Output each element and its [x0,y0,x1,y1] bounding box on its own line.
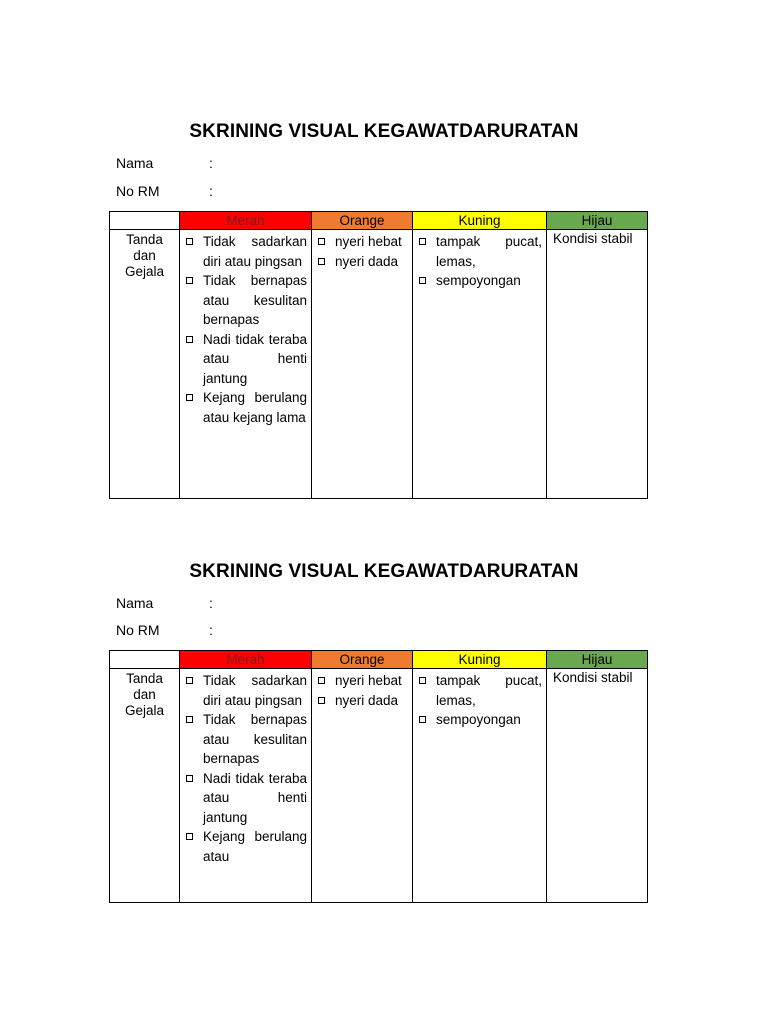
merah-item-text: Tidak sadarkan diri atau pingsan [203,673,307,708]
merah-item [184,232,307,271]
checkbox[interactable] [186,238,193,245]
kuning-item [417,710,542,730]
header-hijau: Hijau [547,212,648,230]
merah-item [184,330,307,389]
merah-item [184,827,307,866]
merah-item-text: Tidak bernapas atau kesulitan bernapas [203,273,307,327]
merah-item-text: Tidak bernapas atau kesulitan bernapas [203,712,307,766]
kuning-cell [413,230,547,499]
form-title: SKRINING VISUAL KEGAWATDARURATAN [189,561,579,582]
merah-item-text: Nadi tidak teraba atau henti jantung [203,331,307,386]
merah-item [184,769,307,828]
orange-cell [312,230,413,499]
header-kuning: Kuning [413,212,547,230]
checkbox[interactable] [419,716,426,723]
kuning-cell [413,669,547,903]
nama-colon: : [209,155,213,171]
norm-label: No RM [116,622,160,638]
row-label-line: dan [133,248,156,263]
kuning-item [417,671,542,710]
triage-table [109,650,648,903]
orange-item-text: nyeri dada [335,692,399,708]
row-label-line: Tanda [126,671,163,686]
orange-item [316,691,408,711]
orange-item-text: nyeri dada [335,253,399,269]
merah-item-text: Nadi tidak teraba atau henti jantung [203,770,307,825]
merah-item [184,388,307,427]
hijau-cell [547,669,648,903]
checkbox[interactable] [186,336,193,343]
hijau-text: Kondisi stabil [553,231,633,246]
norm-colon: : [209,183,213,199]
header-orange: Orange [312,651,413,669]
kuning-item [417,271,542,291]
header-empty [110,651,180,669]
checkbox[interactable] [186,716,193,723]
merah-item-text: Kejang berulang atau kejang lama [203,390,307,425]
row-label-line: Gejala [124,264,165,279]
hijau-cell [547,230,648,499]
norm-label: No RM [116,183,160,199]
kuning-item-text: sempoyongan [436,273,521,288]
checkbox[interactable] [186,394,193,401]
checkbox[interactable] [318,238,325,245]
header-orange: Orange [312,212,413,230]
orange-item-text: nyeri hebat [335,234,402,249]
nama-label: Nama [116,155,154,171]
header-merah: Merah [180,651,312,669]
row-label-line: dan [133,687,156,702]
checkbox[interactable] [318,697,325,704]
kuning-item-text: tampak pucat, lemas, [436,234,542,269]
form-title: SKRINING VISUAL KEGAWATDARURATAN [189,121,579,142]
orange-item-text: nyeri hebat [335,673,402,688]
checkbox[interactable] [419,677,426,684]
merah-item [184,671,307,710]
merah-item-text: Kejang berulang atau [203,829,307,864]
checkbox[interactable] [186,775,193,782]
row-label-line: Gejala [124,703,165,718]
row-label [110,669,180,903]
merah-cell [180,230,312,499]
checkbox[interactable] [186,677,193,684]
checkbox[interactable] [419,277,426,284]
triage-table [109,211,648,499]
checkbox[interactable] [186,277,193,284]
orange-item [316,232,408,252]
kuning-item [417,232,542,271]
checkbox[interactable] [419,238,426,245]
merah-cell [180,669,312,903]
merah-item [184,271,307,330]
hijau-text: Kondisi stabil [553,670,633,685]
nama-label: Nama [116,595,154,611]
orange-cell [312,669,413,903]
row-label-line: Tanda [126,232,163,247]
merah-item [184,710,307,769]
row-label [110,230,180,499]
kuning-item-text: sempoyongan [436,712,521,727]
kuning-item-text: tampak pucat, lemas, [436,673,542,708]
merah-item-text: Tidak sadarkan diri atau pingsan [203,234,307,269]
norm-colon: : [209,622,213,638]
header-empty [110,212,180,230]
orange-item [316,252,408,272]
header-merah: Merah [180,212,312,230]
orange-item [316,671,408,691]
checkbox[interactable] [318,677,325,684]
header-hijau: Hijau [547,651,648,669]
nama-colon: : [209,595,213,611]
header-kuning: Kuning [413,651,547,669]
checkbox[interactable] [318,258,325,265]
checkbox[interactable] [186,833,193,840]
